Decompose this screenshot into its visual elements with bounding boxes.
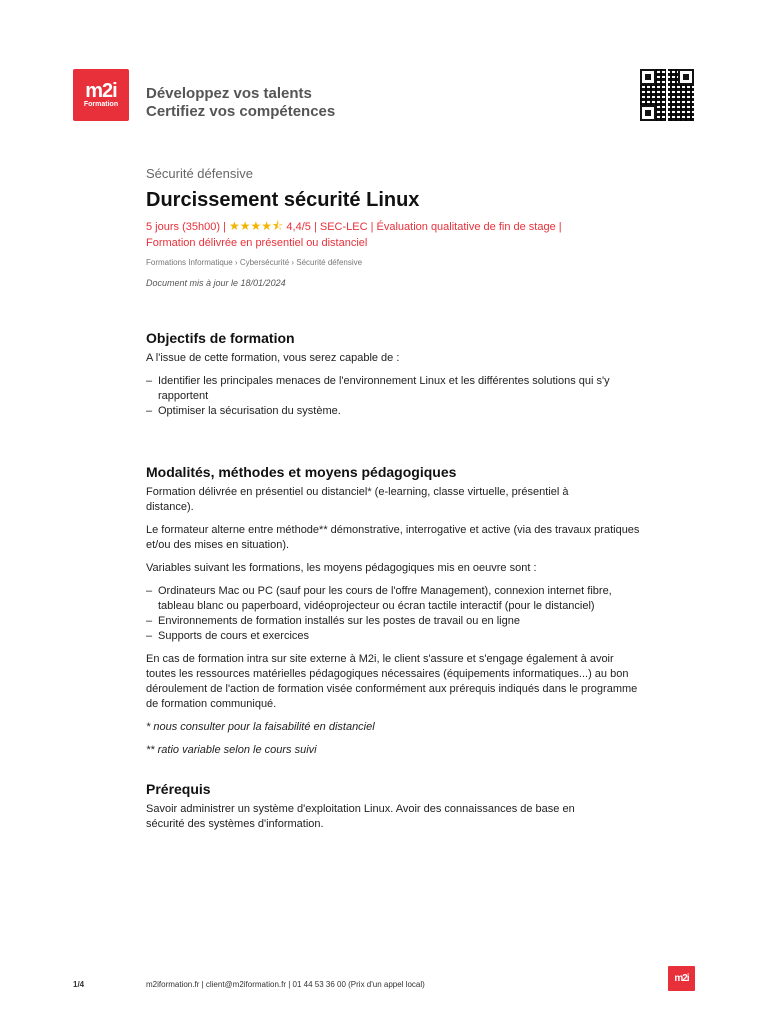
tagline-line-2: Certifiez vos compétences (146, 103, 336, 120)
list-item: – Supports de cours et exercices (146, 629, 646, 644)
footer-contact[interactable]: m2iformation.fr | client@m2iformation.fr | 01 44 53 36 00 (Prix d'un appel local) (146, 980, 425, 989)
modalites-list (146, 584, 646, 644)
prerequis-title: Prérequis (146, 781, 211, 797)
rating-and-code: 4,4/5 | SEC-LEC | Évaluation qualitative de fin de stage | (283, 221, 562, 233)
modalites-p2: Le formateur alterne entre méthode** démonstrative, interrogative et active (via des travaux pratiques et/ou des mises en situation). (146, 524, 640, 551)
modalites-p4: En cas de formation intra sur site externe à M2i, le client s'assure et s'engage également à avoir toutes les ressources matérielles pédagogiques nécessaires (équipements informatiques...) au bon déroulement de l'action de formation visée conformément aux prérequis indiqués dans le programme de formation communiqué. (146, 653, 638, 710)
modalites-p3: Variables suivant les formations, les moyens pédagogiques mis en oeuvre sont : (146, 562, 537, 574)
qr-finder-icon (678, 69, 694, 85)
note-ratio: ** ratio variable selon le cours suivi (146, 744, 317, 756)
rating-stars-icon: ★★★★⯪ (228, 219, 284, 233)
list-item: – Identifier les principales menaces de l'environnement Linux et les différentes solutions qui s'y rapportent (146, 374, 646, 404)
course-title: Durcissement sécurité Linux (146, 189, 420, 211)
document-content (146, 166, 646, 832)
objectifs-title: Objectifs de formation (146, 330, 295, 346)
breadcrumb[interactable]: Formations Informatique › Cybersécurité › Sécurité défensive (146, 258, 363, 267)
prerequis-text: Savoir administrer un système d'exploitation Linux. Avoir des connaissances de base en sécurité des systèmes d'information. (146, 803, 575, 830)
logo-mark: m2i (85, 79, 117, 102)
footer-logo: m2i (668, 966, 695, 991)
duration: 5 jours (35h00) | (146, 221, 229, 233)
course-category: Sécurité défensive (146, 166, 253, 181)
qr-code-icon (640, 69, 694, 121)
delivery-mode: Formation délivrée en présentiel ou distanciel (146, 237, 368, 249)
modalites-p1: Formation délivrée en présentiel ou distanciel* (e-learning, classe virtuelle, présentiel à distance). (146, 486, 569, 513)
objectifs-intro: A l'issue de cette formation, vous serez capable de : (146, 352, 400, 364)
qr-finder-icon (640, 105, 656, 121)
list-item: – Environnements de formation installés sur les postes de travail ou en ligne (146, 614, 646, 629)
list-item: – Ordinateurs Mac ou PC (sauf pour les cours de l'offre Management), connexion internet fibre, tableau blanc ou paperboard, vidéoprojecteur ou écran tactile interactif (pour le distanciel) (146, 584, 646, 614)
logo-subtitle: Formation (83, 100, 119, 108)
qr-finder-icon (640, 69, 656, 85)
tagline (146, 85, 335, 121)
course-meta (146, 218, 646, 251)
modalites-title: Modalités, méthodes et moyens pédagogiques (146, 464, 457, 480)
list-item: – Optimiser la sécurisation du système. (146, 404, 646, 419)
updated-date: Document mis à jour le 18/01/2024 (146, 278, 286, 288)
objectifs-list (146, 374, 646, 419)
m2i-formation-logo (73, 69, 129, 121)
page-number: 1/4 (73, 980, 85, 989)
tagline-line-1: Développez vos talents (146, 85, 312, 102)
note-distanciel: * nous consulter pour la faisabilité en distanciel (146, 721, 375, 733)
